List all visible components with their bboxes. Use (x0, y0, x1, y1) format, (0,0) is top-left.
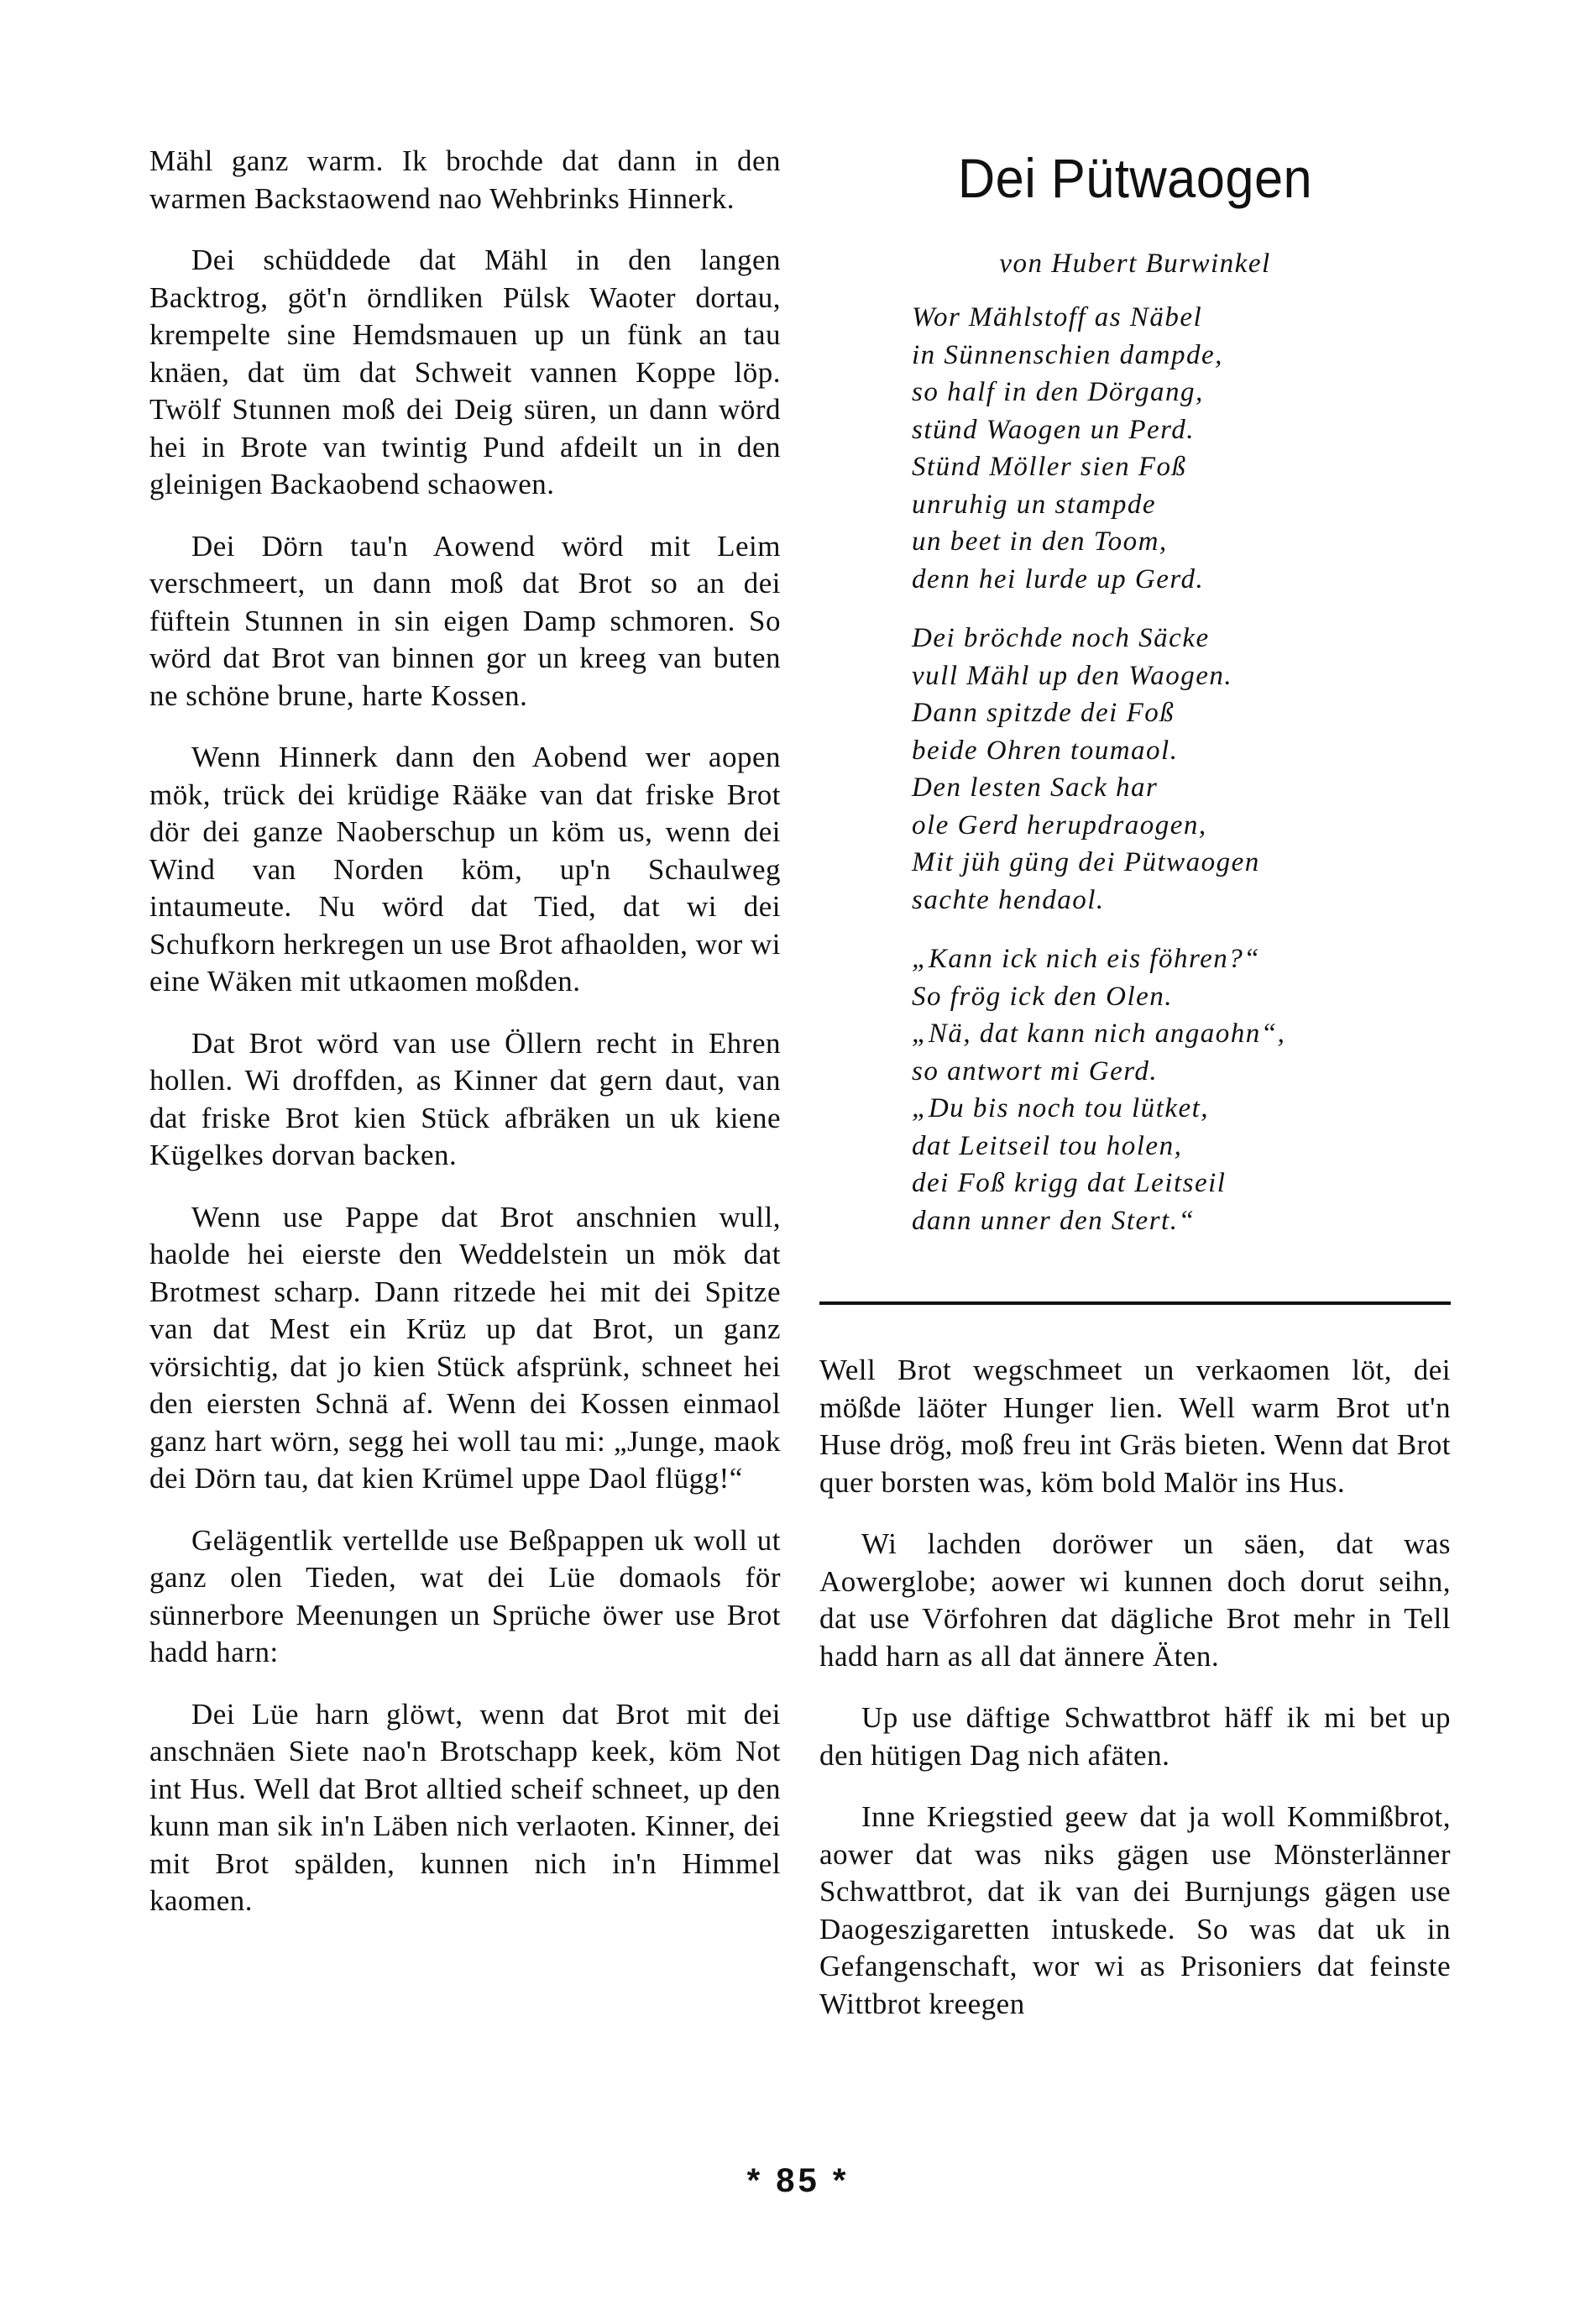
right-column-prose (819, 1352, 1451, 2023)
poem-line: Mit jüh güng dei Pütwaogen (912, 847, 1260, 877)
poem-line: dann unner den Stert.“ (912, 1205, 1196, 1236)
poem-line: so antwort mi Gerd. (912, 1055, 1159, 1087)
page-number: * 85 * (746, 2162, 850, 2199)
section-divider (819, 1301, 1451, 1305)
paragraph: Mähl ganz warm. Ik brochde dat dann in den warmen Backstaowend nao Wehbrinks Hinnerk. (149, 144, 781, 215)
paragraph: Well Brot wegschmeet un verkaomen löt, dei mößde läöter Hunger lien. Well warm Brot ut'n Huse drög, moß freu int Gräs bieten. Wenn dat Brot quer borsten was, köm bold Malör ins Hus. (819, 1354, 1451, 1499)
poem (819, 143, 1451, 1239)
poem-line: stünd Waogen un Perd. (912, 414, 1196, 445)
poem-line: sachte hendaol. (912, 884, 1105, 915)
paragraph: Up use däftige Schwattbrot häff ik mi bet up den hütigen Dag nich afäten. (819, 1701, 1451, 1772)
paragraph: Inne Kriegstied geew dat ja woll Kommißbrot, aower dat was niks gägen use Mönsterlänner Schwattbrot, dat ik van dei Burnjungs gägen use Daogeszigaretten intuskede. So was dat uk in Gefangenschaft, wor wi as Prisoniers dat feinste Wittbrot kreegen (819, 1800, 1451, 2020)
poem-line: beide Ohren toumaol. (912, 735, 1179, 766)
paragraph: Gelägentlik vertellde use Beßpappen uk woll ut ganz olen Tieden, wat dei Lüe domaols för sünnerbore Meenungen un Sprüche öwer use Brot hadd harn: (149, 1523, 781, 1668)
poem-body (912, 299, 1451, 1239)
paragraph: Wenn Hinnerk dann den Aobend wer aopen mök, trück dei krüdige Rääke van dat friske Brot dör dei ganze Naoberschup un köm us, wenn dei Wind van Norden köm, up'n Schaulweg intaumeute. Nu wörd dat Tied, dat wi dei Schufkorn herkregen un use Brot afhaolden, wor wi eine Wäken mit utkaomen moßden. (149, 741, 781, 998)
poem-line: denn hei lurde up Gerd. (912, 563, 1205, 594)
poem-line: Wor Mählstoff as Näbel (912, 302, 1203, 333)
paragraph: Dei Dörn tau'n Aowend wörd mit Leim verschmeert, un dann moß dat Brot so an dei füftein Stunnen in sin eigen Damp schmoren. So wörd dat Brot van binnen gor un kreeg van buten ne schöne brune, harte Kossen. (149, 529, 781, 712)
poem-line: dat Leitseil tou holen, (912, 1130, 1183, 1161)
poem-line: in Sünnenschien dampde, (912, 339, 1223, 370)
poem-line: „Du bis noch tou lütket, (912, 1093, 1210, 1123)
poem-line: „Kann ick nich eis föhren?“ (912, 944, 1261, 974)
poem-line: vull Mähl up den Waogen. (912, 660, 1233, 691)
poem-author: von Hubert Burwinkel (999, 249, 1271, 279)
poem-line: Dei bröchde noch Säcke (912, 623, 1210, 653)
paragraph: Wenn use Pappe dat Brot anschnien wull, haolde hei eierste den Weddelstein un mök dat Brotmest scharp. Dann ritzede hei mit dei Spitze van dat Mest ein Krüz up dat Brot, un ganz vörsichtig, dat jo kien Stück afsprünk, schneet hei den eiersten Schnä af. Wenn dei Kossen einmaol ganz hart wörn, segg hei woll tau mi: „Junge, maok dei Dörn tau, dat kien Krümel uppe Daol flügg!“ (149, 1200, 781, 1495)
poem-stanza (912, 940, 1451, 1239)
poem-title: Dei Pütwaogen (957, 147, 1313, 209)
poem-stanza (912, 299, 1451, 598)
poem-line: Stünd Möller sien Foß (912, 452, 1187, 482)
paragraph: Dat Brot wörd van use Öllern recht in Ehren hollen. Wi droffden, as Kinner dat gern daut, van dat friske Brot kien Stück afbräken un uk kiene Kügelkes dorvan backen. (149, 1026, 781, 1171)
poem-line: Dann spitzde dei Foß (912, 698, 1175, 728)
poem-stanza (912, 620, 1451, 919)
poem-line: un beet in den Toom, (912, 526, 1168, 557)
poem-line: So frög ick den Olen. (912, 981, 1174, 1012)
poem-line: „Nä, dat kann nich angaohn“, (912, 1019, 1286, 1049)
poem-line: dei Foß krigg dat Leitseil (912, 1168, 1227, 1198)
left-column (149, 143, 781, 1920)
paragraph: Dei schüddede dat Mähl in den langen Backtrog, göt'n örndliken Pülsk Waoter dortau, krempelte sine Hemdsmauen up un fünk an tau knäen, dat üm dat Schweit vannen Koppe löp. Twölf Stunnen moß dei Deig süren, un dann wörd hei in Brote van twintig Pund afdeilt un in den gleinigen Backaobend schaowen. (149, 244, 781, 500)
poem-line: so half in den Dörgang, (912, 377, 1204, 407)
right-column (819, 143, 1451, 2020)
poem-line: unruhig un stampde (912, 489, 1156, 520)
poem-line: Den lesten Sack har (912, 772, 1159, 803)
paragraph: Wi lachden doröwer un säen, dat was Aowerglobe; aower wi kunnen doch dorut seihn, dat use Vörfohren dat dägliche Brot mehr in Tell hadd harn as all dat ännere Äten. (819, 1527, 1451, 1673)
poem-line: ole Gerd herupdraogen, (912, 809, 1207, 841)
paragraph: Dei Lüe harn glöwt, wenn dat Brot mit dei anschnäen Siete nao'n Brotschapp keek, köm Not int Hus. Well dat Brot alltied scheif schneet, up den kunn man sik in'n Läben nich verlaoten. Kinner, dei mit Brot spälden, kunnen nich in'n Himmel kaomen. (149, 1697, 781, 1917)
